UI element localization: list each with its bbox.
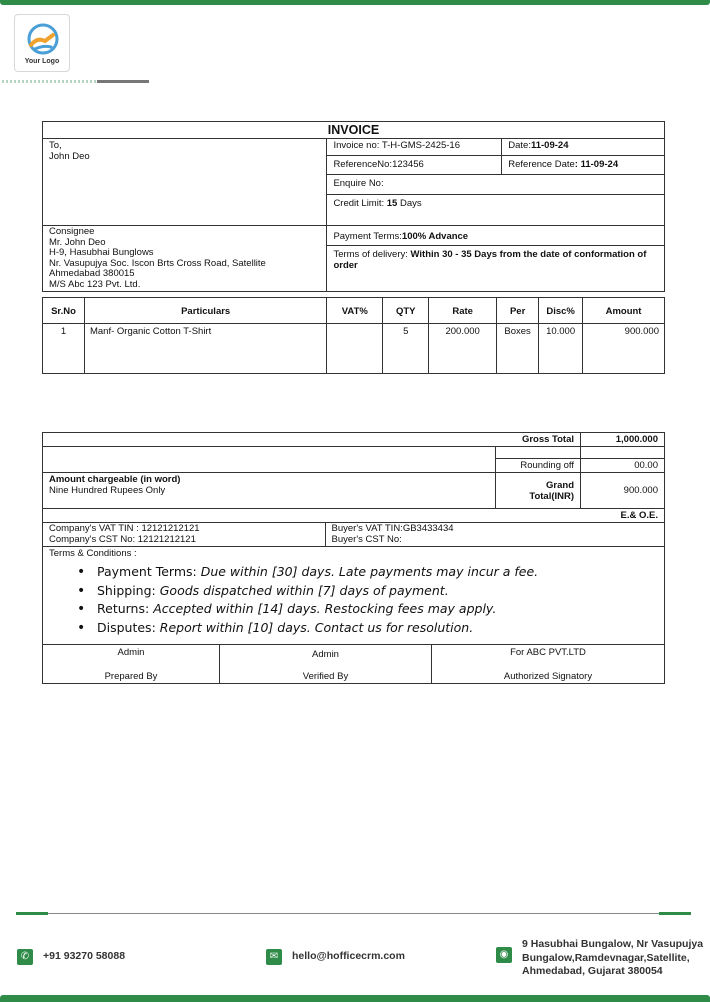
consignee-line: Consignee [49,226,95,237]
consignee-line: M/S Abc 123 Pvt. Ltd. [49,278,141,290]
consignee-line: Nr. Vasupujya Soc. Iscon Brts Cross Road, Satellite [49,257,266,269]
invoice-no-value: T-H-GMS-2425-16 [381,140,460,151]
credit-limit-value: 15 [386,197,398,209]
company-cst: Company's CST No: 12121212121 [49,533,196,545]
buyer-vat: Buyer's VAT TIN:GB3433434 [331,523,454,534]
logo-hands-icon [15,15,71,59]
date-value: 11-09-24 [530,140,569,151]
signature-name: For ABC PVT.LTD [510,647,586,658]
footer-divider [16,913,691,914]
reference-no-value: 123456 [392,158,424,170]
col-header-particulars: Particulars [84,298,326,324]
list-item [77,619,658,638]
signature-authorized [432,645,664,683]
company-tax-info [43,523,326,547]
col-header-srno: Sr.No [43,298,85,324]
signature-role: Verified By [302,671,349,682]
credit-limit-label: Credit Limit: [333,197,385,209]
blank-cell [496,447,581,459]
reference-no-label: ReferenceNo: [333,158,393,170]
reference-date-value: : 11-09-24 [574,158,619,170]
bill-to-label: To, [49,140,62,151]
consignee-line: H-9, Hasubhai Bunglows [49,247,154,258]
totals-table [42,432,665,684]
blank-cell [581,447,665,459]
date-cell [502,139,665,156]
payment-terms-cell [327,226,665,246]
reference-no-cell [327,155,502,174]
enquire-no-cell: Enquire No: [327,175,665,194]
logo-text: Your Logo [24,58,60,65]
email-icon: ✉ [266,949,282,965]
col-header-rate: Rate [429,298,497,324]
col-header-disc: Disc% [539,298,583,324]
term-label: Disputes: [97,619,156,635]
list-item [77,582,658,601]
invoice-no-label: Invoice no: [333,140,380,151]
signature-role: Authorized Signatory [503,671,593,682]
location-icon: ◉ [496,947,512,963]
delivery-terms-value: Within 30 - 35 Days from the date of conformation of order [333,249,647,271]
item-rate: 200.000 [429,324,497,374]
header-divider-hatch [2,80,96,83]
consignee-block [43,226,327,292]
buyer-cst: Buyer's CST No: [331,533,402,545]
top-accent-bar [0,0,710,5]
reference-date-cell [502,155,665,174]
signature-role: Prepared By [104,671,158,682]
reference-date-label: Reference Date [508,158,575,170]
payment-terms-value: 100% Advance [401,231,469,242]
bottom-accent-bar [0,995,710,1002]
invoice-no-cell [327,139,502,156]
amount-in-words-value: Nine Hundred Rupees Only [49,485,166,496]
signature-name: Admin [312,649,339,660]
table-row [43,324,665,374]
item-qty: 5 [383,324,429,374]
col-header-qty: QTY [383,298,429,324]
gross-total-label: Gross Total [43,433,581,447]
consignee-line: Ahmedabad 380015 [49,268,135,279]
list-item [77,600,658,619]
item-per: Boxes [497,324,539,374]
gross-total-value: 1,000.000 [581,433,665,447]
rounding-off-label: Rounding off [496,459,581,473]
signature-name: Admin [117,647,145,658]
footer-address-line: Bungalow,Ramdevnagar,Satellite, [522,951,690,964]
payment-terms-label: Payment Terms: [333,231,402,242]
blank-area [43,447,496,473]
phone-icon: ✆ [17,949,33,965]
item-disc: 10.000 [539,324,583,374]
footer-address [522,938,703,979]
credit-limit-cell [327,194,665,225]
buyer-tax-info [325,523,665,547]
grand-total-value: 900.000 [581,473,665,509]
footer-email[interactable]: hello@hofficecrm.com [292,950,405,962]
term-label: Shipping: [97,582,156,598]
signature-row [43,645,665,684]
footer-address-line: Ahmedabad, Gujarat 380054 [522,965,663,977]
amount-in-words-cell [43,473,496,509]
invoice-header-table [42,121,665,292]
terms-list [49,563,658,637]
delivery-terms-cell [327,246,665,292]
list-item [77,563,658,582]
term-label: Payment Terms: [97,564,197,579]
date-label: Date: [508,140,531,151]
items-header-row [43,298,665,324]
company-vat: Company's VAT TIN : 12121212121 [49,523,200,534]
bill-to-name: John Deo [49,151,90,162]
item-amount: 900.000 [583,324,665,374]
item-particulars: Manf- Organic Cotton T-Shirt [84,324,326,374]
grand-total-label: Grand Total(INR) [496,473,581,509]
terms-block [43,547,665,645]
item-vat [327,324,383,374]
rounding-off-value: 00.00 [581,459,665,473]
consignee-line: Mr. John Deo [49,236,106,248]
footer-phone[interactable]: +91 93270 58088 [43,950,126,962]
invoice-title: INVOICE [43,122,665,139]
amount-in-words-label: Amount chargeable (in word) [49,474,181,485]
term-text: Due within [30] days. Late payments may incur a fee. [200,564,539,579]
credit-limit-unit: Days [399,197,422,209]
item-srno: 1 [43,324,85,374]
signature-prepared [43,645,220,683]
footer-address-line: 9 Hasubhai Bungalow, Nr Vasupujya [522,938,704,950]
col-header-vat: VAT% [327,298,383,324]
header-divider-solid [97,80,149,83]
term-label: Returns: [97,601,150,616]
items-table [42,297,665,374]
term-text: Goods dispatched within [7] days of payment. [159,582,449,598]
terms-label: Terms & Conditions : [49,548,137,559]
footer-accent-left [16,912,48,915]
footer-accent-right [659,912,691,915]
eoe-label: E.& O.E. [43,509,665,523]
bill-to-block [43,139,327,226]
delivery-terms-label: Terms of delivery: [333,249,408,260]
term-text: Report within [10] days. Contact us for resolution. [159,619,474,635]
term-text: Accepted within [14] days. Restocking fees may apply. [153,601,497,616]
col-header-amount: Amount [583,298,665,324]
col-header-per: Per [497,298,539,324]
signature-verified [220,645,432,683]
